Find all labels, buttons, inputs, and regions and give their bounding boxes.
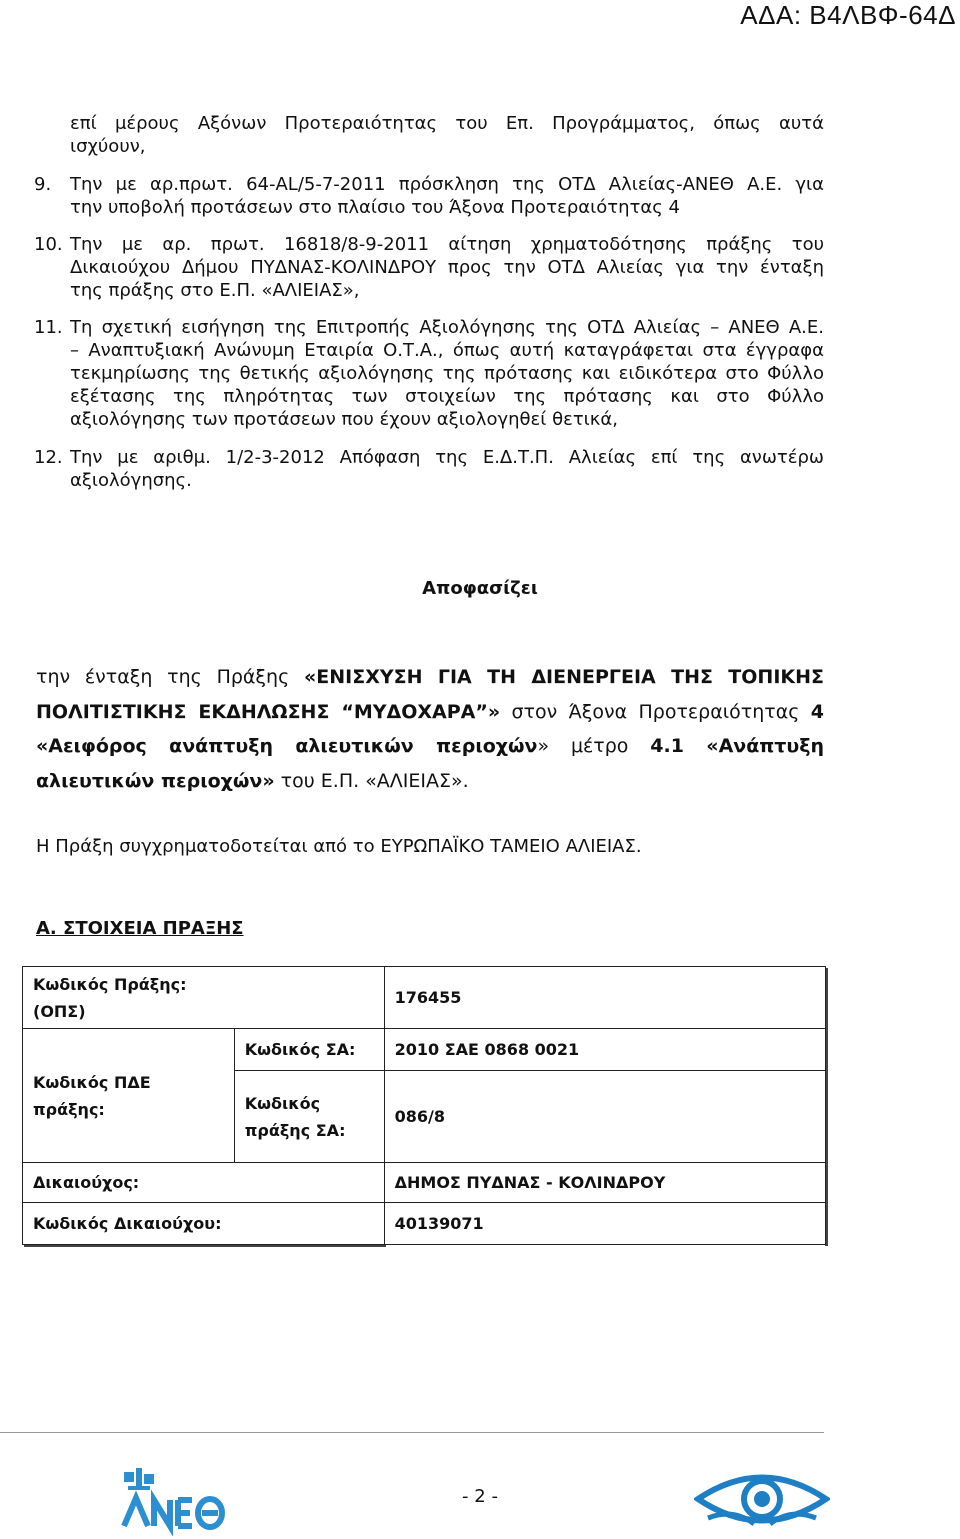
decision-line-1: την ένταξη της Πράξης «ΕΝΙΣΧΥΣΗ ΓΙΑ ΤΗ ΔΙΕΝΕΡΓΕΙΑ ΤΗΣ ΤΟΠΙΚΗΣ <box>36 666 824 688</box>
fisheries-eye-logo-graphic <box>694 1462 830 1536</box>
table-cell-value: 176455 <box>384 967 825 1029</box>
table-cell-value: 086/8 <box>384 1071 825 1163</box>
table-row <box>23 1163 826 1203</box>
table-cell-value: 2010 ΣΑΕ 0868 0021 <box>384 1029 825 1071</box>
table-row <box>23 967 826 1029</box>
table-row <box>23 1203 826 1245</box>
table-cell-label: Κωδικός Πράξης: (ΟΠΣ) <box>23 967 385 1029</box>
table-cell-value: ΔΗΜΟΣ ΠΥΔΝΑΣ - ΚΟΛΙΝΔΡΟΥ <box>384 1163 825 1203</box>
list-item-10 <box>34 233 824 302</box>
aneth-logo-graphic <box>120 1464 228 1536</box>
section-title: Α. ΣΤΟΙΧΕΙΑ ΠΡΑΞΗΣ <box>36 918 244 939</box>
list-item-line: αξιολόγησης των προτάσεων που έχουν αξιολογηθεί θετικά, <box>70 409 618 430</box>
footer-divider <box>0 1432 824 1433</box>
list-item-line: την υποβολή προτάσεων στο πλαίσιο του Άξονα Προτεραιότητας 4 <box>70 197 680 218</box>
fisheries-eye-logo <box>694 1462 830 1536</box>
list-item-number: 11. <box>34 317 63 338</box>
list-item-line: εξέτασης της πληρότητας των στοιχείων της πρότασης και στο Φύλλο <box>70 386 824 407</box>
list-item-number: 10. <box>34 234 63 255</box>
funding-statement: Η Πράξη συγχρηματοδοτείται από το ΕΥΡΩΠΑΪΚΟ ΤΑΜΕΙΟ ΑΛΙΕΙΑΣ. <box>36 836 642 857</box>
list-item-line: Την με αριθμ. 1/2-3-2012 Απόφαση της Ε.Δ.Τ.Π. Αλιείας επί της ανωτέρω <box>70 447 824 468</box>
decision-line-2: ΠΟΛΙΤΙΣΤΙΚΗΣ ΕΚΔΗΛΩΣΗΣ “ΜΥΔΟΧΑΡΑ”» στον Άξονα Προτεραιότητας 4 <box>36 700 824 723</box>
list-item-line: Την με αρ. πρωτ. 16818/8-9-2011 αίτηση χρηματοδότησης πράξης του <box>70 234 824 255</box>
table-cell-sublabel: Κωδικός πράξης ΣΑ: <box>234 1071 384 1163</box>
decision-heading: Αποφασίζει <box>422 578 538 599</box>
table-cell-value: 40139071 <box>384 1203 825 1245</box>
project-details-table <box>22 966 826 1245</box>
list-item-9 <box>34 173 824 219</box>
project-details-table-wrapper <box>22 966 828 1246</box>
list-item-line: Δικαιούχου Δήμου ΠΥΔΝΑΣ-ΚΟΛΙΝΔΡΟΥ προς την ΟΤΔ Αλιείας για την ένταξη <box>70 257 824 278</box>
decision-line-4: αλιευτικών περιοχών» του Ε.Π. «ΑΛΙΕΙΑΣ». <box>36 769 469 792</box>
list-item-line: αξιολόγησης. <box>70 470 192 491</box>
list-item-12 <box>34 446 824 492</box>
intro-line-1: επί μέρους Αξόνων Προτεραιότητας του Επ. Προγράμματος, όπως αυτά <box>70 113 824 134</box>
table-cell-label: Κωδικός ΠΔΕ πράξης: <box>23 1029 235 1163</box>
table-row <box>23 1029 826 1071</box>
decision-line-3: «Αειφόρος ανάπτυξη αλιευτικών περιοχών» μέτρο 4.1 «Ανάπτυξη <box>36 735 825 757</box>
table-cell-label: Δικαιούχος: <box>23 1163 385 1203</box>
table-cell-sublabel: Κωδικός ΣΑ: <box>234 1029 384 1071</box>
list-item-11 <box>34 316 824 431</box>
list-item-number: 9. <box>34 174 52 195</box>
page-number: - 2 - <box>462 1486 498 1507</box>
list-item-line: Την με αρ.πρωτ. 64-AL/5-7-2011 πρόσκληση της ΟΤΔ Αλιείας-ΑΝΕΘ Α.Ε. για <box>70 174 824 195</box>
table-cell-label: Κωδικός Δικαιούχου: <box>23 1203 385 1245</box>
intro-paragraph <box>70 112 824 158</box>
decision-paragraph <box>36 662 824 800</box>
list-item-line: της πράξης στο Ε.Π. «ΑΛΙΕΙΑΣ», <box>70 280 360 301</box>
ada-code: ΑΔΑ: Β4ΛΒΦ-64Δ <box>740 0 956 30</box>
list-item-number: 12. <box>34 447 63 468</box>
list-item-line: Τη σχετική εισήγηση της Επιτροπής Αξιολόγησης της ΟΤΔ Αλιείας – ΑΝΕΘ Α.Ε. <box>70 317 824 338</box>
intro-line-2: ισχύουν, <box>70 136 146 157</box>
list-item-line: τεκμηρίωσης της θετικής αξιολόγησης της πρότασης και ειδικότερα στο Φύλλο <box>70 363 824 384</box>
aneth-logo <box>120 1464 228 1536</box>
list-item-line: – Αναπτυξιακή Ανώνυμη Εταιρία Ο.Τ.Α., όπως αυτή καταγράφεται στα έγγραφα <box>70 340 824 361</box>
